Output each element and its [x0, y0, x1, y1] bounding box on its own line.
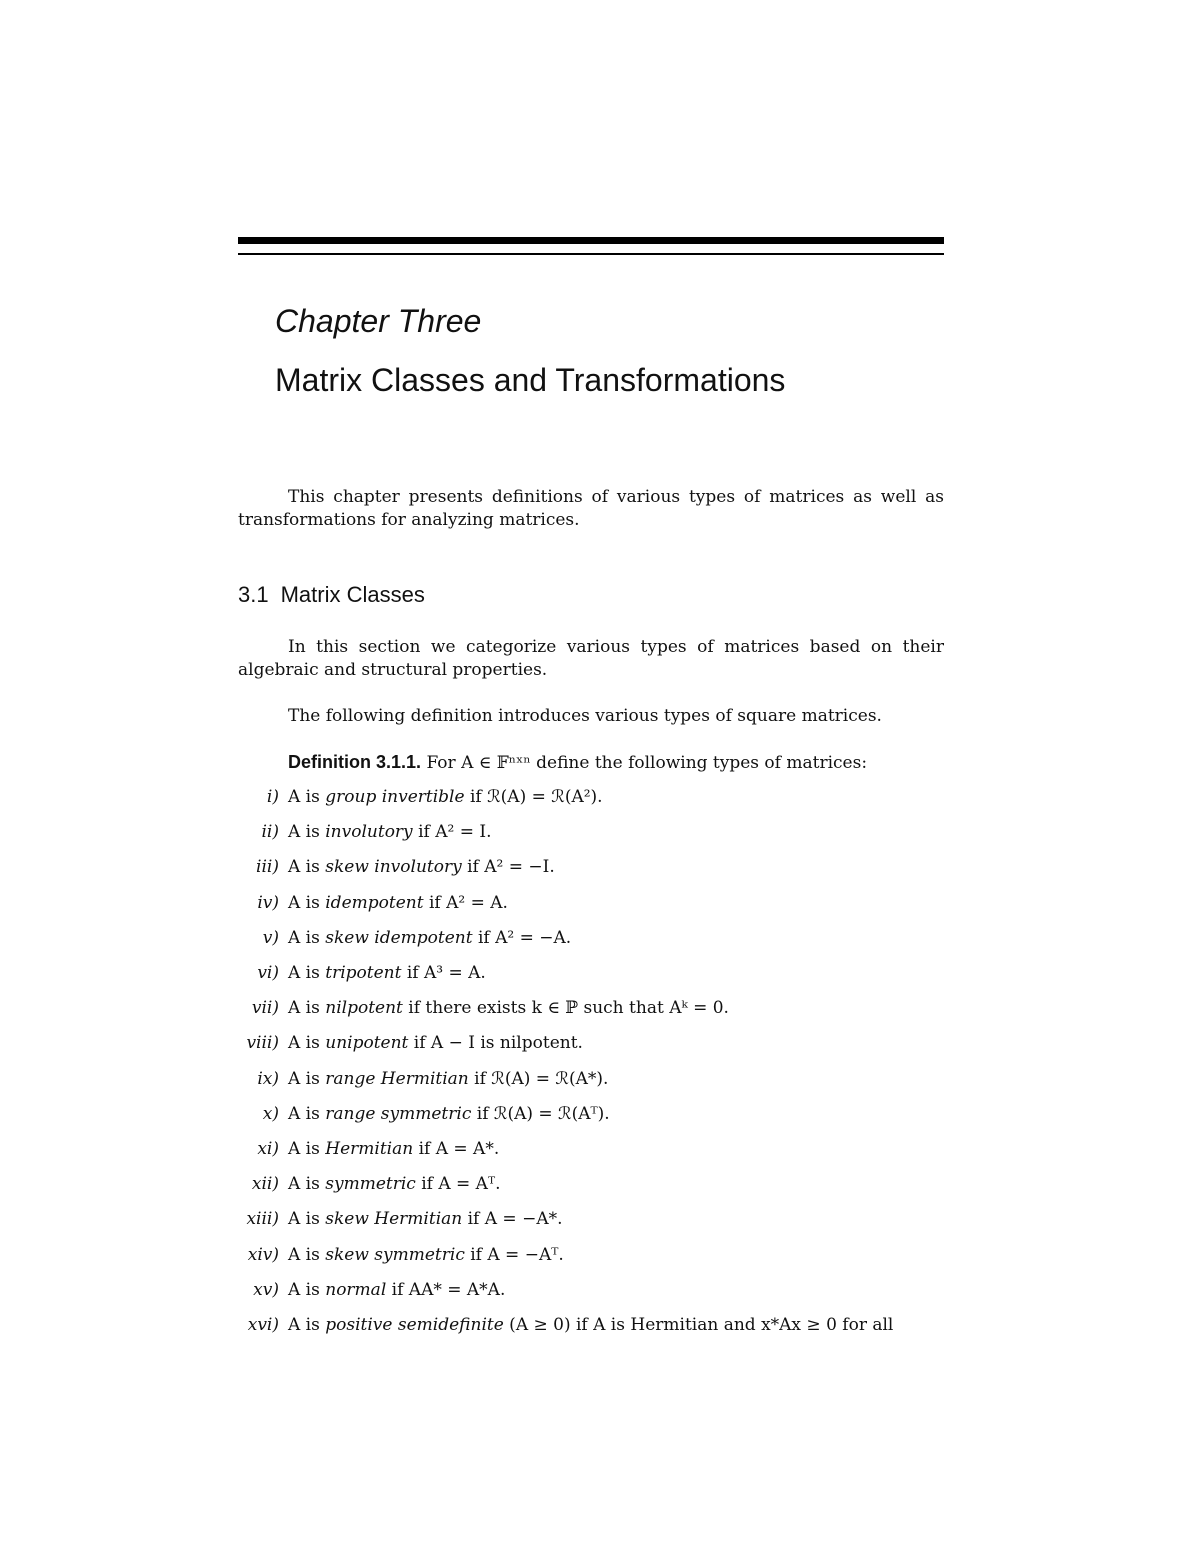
definition-item-pre: A is	[288, 787, 326, 807]
definition-item-pre: A is	[288, 1280, 326, 1300]
definition-item-marker: xvi)	[247, 1315, 279, 1335]
definition-item-pre: A is	[288, 1033, 326, 1053]
definition-item-term: skew symmetric	[325, 1245, 465, 1265]
definition-item-condition: if there exists k ∈ ℙ such that Aᵏ = 0.	[402, 998, 729, 1018]
definition-item	[0, 928, 572, 952]
definition-item-body	[288, 822, 491, 842]
definition-item-condition: if ℛ(A) = ℛ(A²).	[464, 787, 603, 807]
definition-item-condition: if A² = −I.	[461, 857, 555, 877]
chapter-intro: This chapter presents definitions of various types of matrices as well as transformations for analyzing matrices.	[238, 487, 944, 530]
definition-item-body	[288, 787, 603, 807]
definition-item-pre: A is	[288, 963, 326, 983]
definition-item-term: Hermitian	[325, 1139, 414, 1159]
definition-item-term: range symmetric	[325, 1104, 472, 1124]
section-number: 3.1	[238, 582, 269, 607]
definition-item-pre: A is	[288, 1069, 326, 1089]
definition-item-condition: if AA* = A*A.	[386, 1280, 506, 1300]
definition-item-condition: (A ≥ 0) if A is Hermitian and x*Ax ≥ 0 for all	[503, 1315, 894, 1335]
definition-item-body	[288, 1280, 505, 1300]
definition-item-body	[288, 1033, 583, 1053]
definition-text: For A ∈ 𝔽ⁿˣⁿ define the following types of matrices:	[426, 753, 868, 773]
definition-item-condition: if A − I is nilpotent.	[408, 1033, 583, 1053]
definition-item-marker: i)	[266, 787, 279, 807]
definition-item-body	[288, 998, 729, 1018]
definition-item	[0, 1139, 500, 1163]
definition-item-body	[288, 1174, 500, 1194]
definition-item-marker: xv)	[253, 1280, 279, 1300]
definition-item-term: unipotent	[325, 1033, 409, 1053]
definition-item-condition: if A = −A*.	[462, 1209, 563, 1229]
definition-item	[0, 1280, 506, 1304]
definition-item	[0, 963, 486, 987]
definition-label: Definition 3.1.1.	[288, 752, 422, 772]
definition-item	[0, 998, 729, 1022]
section-paragraph-1: In this section we categorize various types of matrices based on their algebraic and structural properties.	[238, 637, 944, 680]
definition-item	[0, 1104, 610, 1128]
definition-item	[0, 857, 555, 881]
definition-item-pre: A is	[288, 1139, 326, 1159]
definition-item-term: group invertible	[325, 787, 465, 807]
definition-item-condition: if A = −Aᵀ.	[464, 1245, 564, 1265]
definition-item-marker: xi)	[257, 1139, 279, 1159]
definition-item	[0, 1315, 894, 1339]
definition-item-marker: ii)	[261, 822, 279, 842]
chapter-rule-thin	[238, 253, 944, 255]
definition-item-marker: iv)	[257, 893, 279, 913]
definition-item-condition: if A² = I.	[412, 822, 492, 842]
definition-item-marker: xii)	[251, 1174, 279, 1194]
definition-item-condition: if A³ = A.	[401, 963, 486, 983]
definition-item	[0, 1245, 564, 1269]
section-heading	[238, 582, 425, 608]
definition-item-term: normal	[325, 1280, 387, 1300]
definition-item-pre: A is	[288, 1245, 326, 1265]
definition-item-marker: v)	[262, 928, 279, 948]
chapter-title: Matrix Classes and Transformations	[275, 362, 786, 398]
definition-item-marker: xiv)	[247, 1245, 279, 1265]
definition-item-body	[288, 1104, 610, 1124]
definition-item-term: skew idempotent	[325, 928, 473, 948]
definition-item-term: positive semidefinite	[325, 1315, 504, 1335]
definition-item-pre: A is	[288, 928, 326, 948]
definition-item-pre: A is	[288, 857, 326, 877]
definition-item-marker: iii)	[256, 857, 279, 877]
definition-item	[0, 1069, 609, 1093]
definition-item-term: range Hermitian	[325, 1069, 469, 1089]
section-title: Matrix Classes	[280, 582, 425, 607]
definition-item-term: tripotent	[325, 963, 402, 983]
definition-item-pre: A is	[288, 998, 326, 1018]
definition-item	[0, 1174, 501, 1198]
definition-item-body	[288, 857, 555, 877]
definition-item-body	[288, 928, 571, 948]
definition-item-term: involutory	[325, 822, 413, 842]
definition-item-condition: if A² = A.	[423, 893, 508, 913]
definition-item-body	[288, 1209, 563, 1229]
definition-item-condition: if A = A*.	[413, 1139, 500, 1159]
definition-item-pre: A is	[288, 893, 326, 913]
definition-item	[0, 1033, 583, 1057]
definition-item-pre: A is	[288, 822, 326, 842]
definition-item-marker: ix)	[257, 1069, 279, 1089]
definition-item	[0, 822, 492, 846]
definition-item-body	[288, 1315, 893, 1335]
definition-item-body	[288, 1245, 564, 1265]
definition-item-pre: A is	[288, 1315, 326, 1335]
definition-item-pre: A is	[288, 1104, 326, 1124]
section-paragraph-2: The following definition introduces various types of square matrices.	[288, 706, 882, 726]
definition-item-term: symmetric	[325, 1174, 416, 1194]
definition-item-body	[288, 893, 508, 913]
chapter-rule-thick	[238, 237, 944, 244]
definition-item	[0, 893, 508, 917]
definition-item-marker: x)	[262, 1104, 279, 1124]
definition-item-condition: if A = Aᵀ.	[415, 1174, 501, 1194]
definition-item-condition: if ℛ(A) = ℛ(Aᵀ).	[471, 1104, 610, 1124]
definition-item-condition: if ℛ(A) = ℛ(A*).	[468, 1069, 609, 1089]
definition-heading	[288, 752, 867, 773]
definition-item-marker: viii)	[246, 1033, 279, 1053]
definition-item-body	[288, 1069, 608, 1089]
definition-item-pre: A is	[288, 1209, 326, 1229]
definition-item-body	[288, 963, 486, 983]
definition-item-marker: vi)	[257, 963, 279, 983]
definition-item-term: skew involutory	[325, 857, 462, 877]
definition-item-pre: A is	[288, 1174, 326, 1194]
definition-item-body	[288, 1139, 499, 1159]
definition-item-marker: xiii)	[246, 1209, 279, 1229]
definition-item-condition: if A² = −A.	[472, 928, 572, 948]
definition-item-marker: vii)	[251, 998, 279, 1018]
definition-item	[0, 787, 603, 811]
definition-item-term: nilpotent	[325, 998, 403, 1018]
definition-item-term: skew Hermitian	[325, 1209, 463, 1229]
definition-item-term: idempotent	[325, 893, 424, 913]
chapter-label: Chapter Three	[275, 303, 482, 339]
definition-item	[0, 1209, 563, 1233]
